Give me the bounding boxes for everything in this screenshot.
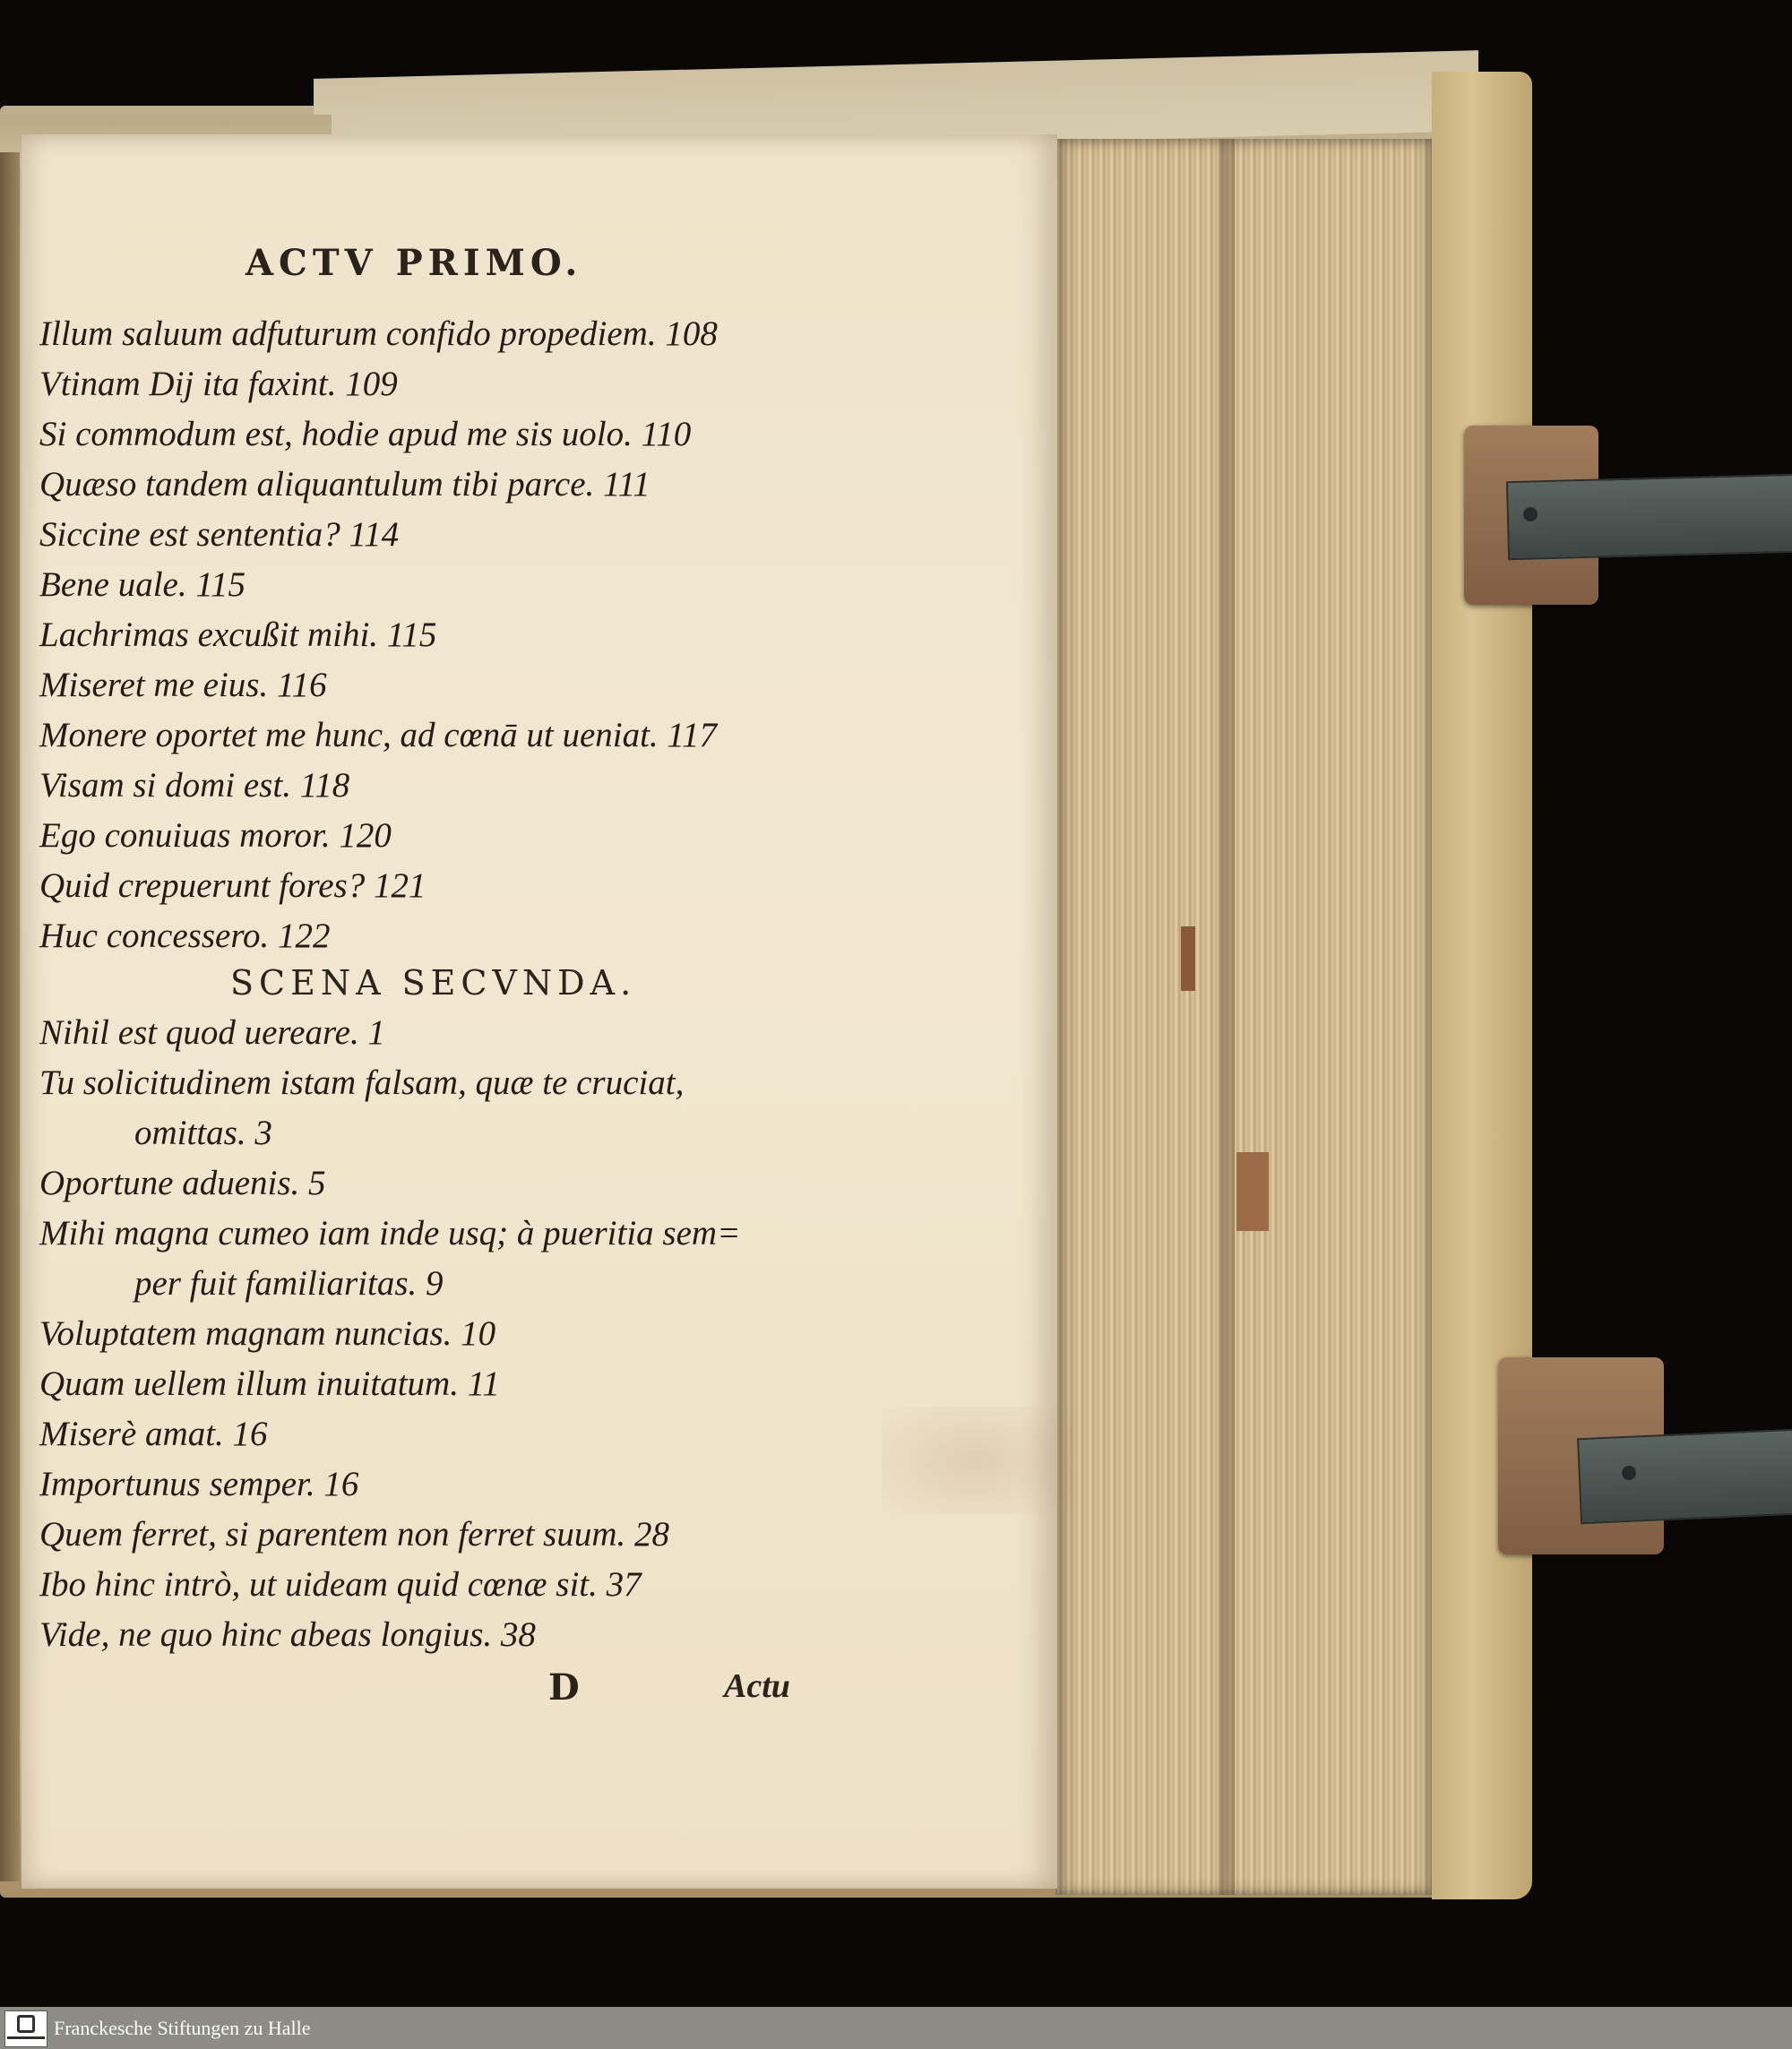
page-tab-marker bbox=[1236, 1152, 1269, 1231]
running-head: ACTV PRIMO. bbox=[246, 242, 583, 284]
logo-mark bbox=[17, 2015, 35, 2033]
clasp-rivet-icon bbox=[1622, 1466, 1636, 1480]
text-line: Monere oportet me hunc, ad cœnā ut ueniat. 117 bbox=[39, 716, 718, 754]
book-right-cover bbox=[1432, 72, 1532, 1899]
book-page bbox=[22, 134, 1057, 1889]
institution-name: Franckesche Stiftungen zu Halle bbox=[54, 2017, 311, 2039]
page-tab-marker bbox=[1181, 926, 1195, 991]
text-line: Vtinam Dij ita faxint. 109 bbox=[39, 365, 398, 403]
text-line: Miseret me eius. 116 bbox=[39, 666, 327, 704]
text-line: Quem ferret, si parentem non ferret suum. 28 bbox=[39, 1515, 669, 1554]
signature-mark: D bbox=[548, 1666, 580, 1709]
book-fore-edge bbox=[1055, 139, 1432, 1895]
text-line: Nihil est quod uereare. 1 bbox=[39, 1013, 385, 1052]
scene-heading: SCENA SECVNDA. bbox=[230, 963, 637, 1003]
text-line: Quid crepuerunt fores? 121 bbox=[39, 866, 426, 905]
fore-edge-shadow bbox=[1219, 139, 1235, 1895]
text-line: Si commodum est, hodie apud me sis uolo. 110 bbox=[39, 415, 692, 453]
clasp-strap-bottom bbox=[1577, 1429, 1792, 1524]
text-line: Lachrimas excußit mihi. 115 bbox=[39, 616, 437, 654]
clasp-strap-top bbox=[1506, 474, 1792, 560]
catchword: Actu bbox=[724, 1667, 790, 1705]
book-gutter bbox=[0, 152, 20, 1881]
text-line: Tu solicitudinem istam falsam, quæ te cruciat, bbox=[39, 1063, 685, 1102]
text-line: Bene uale. 115 bbox=[39, 565, 246, 604]
text-line: Mihi magna cumeo iam inde usq; à pueritia sem= bbox=[39, 1214, 741, 1253]
text-line: Quam uellem illum inuitatum. 11 bbox=[39, 1365, 500, 1403]
text-line: per fuit familiaritas. 9 bbox=[134, 1264, 444, 1303]
text-line: Ego conuiuas moror. 120 bbox=[39, 816, 392, 855]
bleed-through-texture bbox=[720, 564, 1043, 1819]
text-line: Voluptatem magnam nuncias. 10 bbox=[39, 1314, 496, 1353]
text-line: Importunus semper. 16 bbox=[39, 1465, 359, 1503]
logo-wordmark bbox=[7, 2036, 45, 2039]
text-line: Quæso tandem aliquantulum tibi parce. 111 bbox=[39, 465, 650, 504]
clasp-rivet-icon bbox=[1523, 507, 1538, 521]
institution-logo-icon bbox=[4, 2010, 47, 2047]
text-line: Huc concessero. 122 bbox=[39, 917, 331, 955]
text-line: Oportune aduenis. 5 bbox=[39, 1164, 326, 1202]
text-line: Visam si domi est. 118 bbox=[39, 766, 350, 805]
text-line: Miserè amat. 16 bbox=[39, 1415, 268, 1453]
text-line: Siccine est sententia? 114 bbox=[39, 515, 400, 554]
text-line: omittas. 3 bbox=[134, 1114, 272, 1152]
foxing-stain bbox=[882, 1407, 1070, 1514]
text-line: Ibo hinc intrò, ut uideam quid cœnæ sit. 37 bbox=[39, 1565, 642, 1604]
footer-bar bbox=[0, 2007, 1792, 2049]
text-line: Vide, ne quo hinc abeas longius. 38 bbox=[39, 1615, 536, 1654]
text-line: Illum saluum adfuturum confido propediem. 108 bbox=[39, 314, 718, 353]
